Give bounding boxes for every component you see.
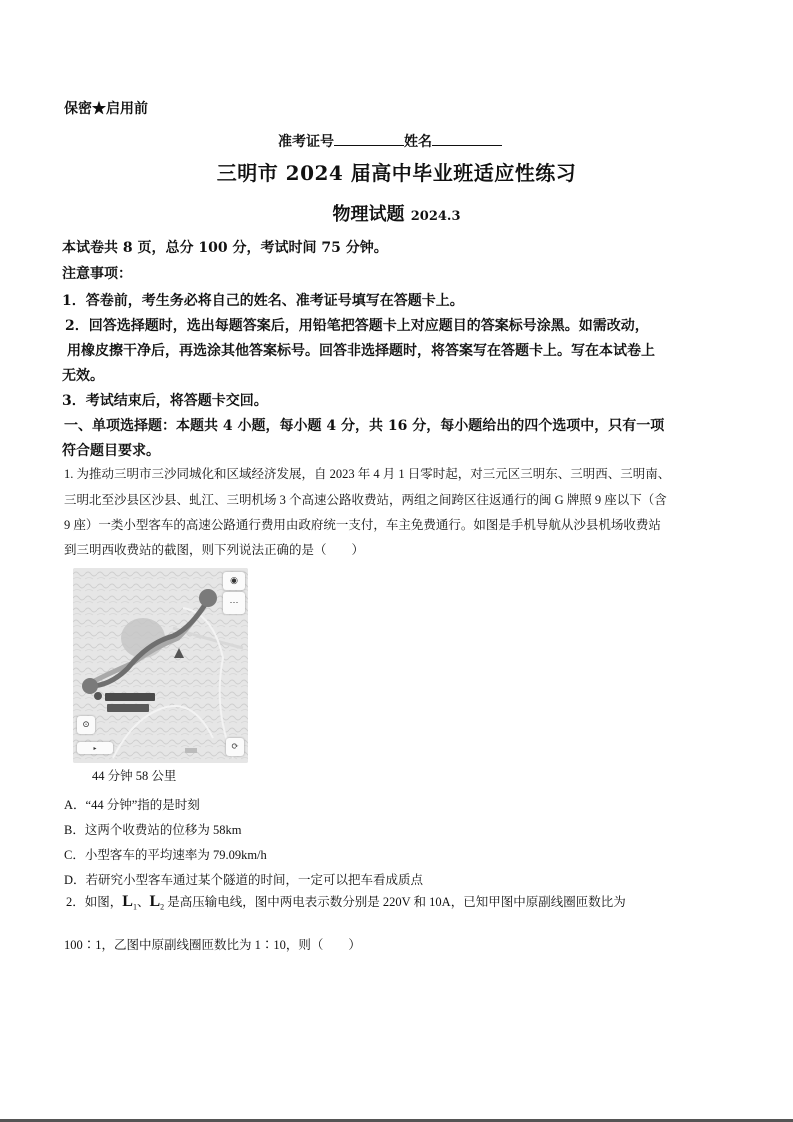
map-caption: 44 分钟 58 公里 xyxy=(92,769,177,783)
page-title: 三明市 2024 届高中毕业班适应性练习 xyxy=(216,161,577,185)
question-1-line: 到三明西收费站的截图，则下列说法正确的是（ ） xyxy=(64,543,365,557)
option-b: B．这两个收费站的位移为 58km xyxy=(64,823,242,837)
route-info-tag xyxy=(107,704,149,712)
exam-summary: 本试卷共 8 页，总分 100 分，考试时间 75 分钟。 xyxy=(62,240,388,256)
question-2-prefix: 2．如图， xyxy=(66,895,123,909)
name-label: 姓名 xyxy=(404,134,432,150)
note-item: 1．答卷前，考生务必将自己的姓名、准考证号填写在答题卡上。 xyxy=(62,293,464,309)
question-1-line: 9 座）一类小型客车的高速公路通行费用由政府统一支付，车主免费通行。如图是手机导航从沙县机场收费站 xyxy=(64,518,661,532)
subject-title xyxy=(0,200,793,226)
section-heading-cont: 符合题目要求。 xyxy=(62,443,160,459)
line-separator: 、 xyxy=(136,895,150,909)
section-heading: 一、单项选择题：本题共 4 小题，每小题 4 分，共 16 分，每小题给出的四个选项中，只有一项 xyxy=(64,418,665,434)
exam-id-line xyxy=(278,131,502,151)
question-2-line xyxy=(66,892,626,912)
question-1-line: 1. 为推动三明市三沙同城化和区域经济发展，自 2023 年 4 月 1 日零时起，对三元区三明东、三明西、三明南、 xyxy=(64,467,671,481)
notes-heading: 注意事项： xyxy=(62,266,132,282)
smart-recommend-button[interactable]: ▸ xyxy=(77,742,113,754)
note-item: 2．回答选择题时，选出每题答案后，用铅笔把答题卡上对应题目的答案标号涂黑。如需改动， xyxy=(65,318,649,334)
destination-tag xyxy=(105,693,155,701)
start-marker xyxy=(199,589,217,607)
line-l2-sub: 2 xyxy=(160,902,165,912)
locate-button[interactable]: ⊙ xyxy=(77,716,95,734)
subject-name: 物理试题 xyxy=(332,204,405,225)
option-a: A．“44 分钟”指的是时刻 xyxy=(64,798,200,812)
end-marker xyxy=(82,678,98,694)
note-item: 3．考试结束后，将答题卡交回。 xyxy=(62,393,268,409)
end-pin xyxy=(94,692,102,700)
note-item: 用橡皮擦干净后，再选涂其他答案标号。回答非选择题时，将答案写在答题卡上。写在本试卷上 xyxy=(67,343,655,359)
layers-button[interactable]: ◉ xyxy=(223,572,245,590)
option-c: C．小型客车的平均速率为 79.09km/h xyxy=(64,848,267,862)
line-l1-sub: 1 xyxy=(132,902,137,912)
exam-id-blank xyxy=(334,131,404,146)
name-blank xyxy=(432,131,502,146)
question-2-line: 100∶1，乙图中原副线圈匝数比为 1∶10，则（ ） xyxy=(64,938,361,952)
line-l2: L xyxy=(149,893,161,910)
note-item: 无效。 xyxy=(62,368,104,384)
more-options-button[interactable]: ⋯ xyxy=(223,592,245,614)
question-1-line: 三明北至沙县区沙县、虬江、三明机场 3 个高速公路收费站，两组之间跨区往返通行的闽 G 牌照 9 座以下（含 xyxy=(64,493,667,507)
confidential-label: 保密★启用前 xyxy=(64,101,148,117)
option-d: D．若研究小型客车通过某个隧道的时间，一定可以把车看成质点 xyxy=(64,873,424,887)
question-2-text: 是高压输电线，图中两电表示数分别是 220V 和 10A，已知甲图中原副线圈匝数比为 xyxy=(164,895,626,909)
map-graphic xyxy=(73,568,248,763)
navigation-map-image xyxy=(73,568,248,763)
line-l1: L xyxy=(122,893,133,910)
refresh-button[interactable]: ⟳ xyxy=(226,738,244,756)
scale-bar xyxy=(185,748,197,753)
exam-date: 2024.3 xyxy=(410,209,461,224)
exam-id-label: 准考证号 xyxy=(278,134,334,150)
